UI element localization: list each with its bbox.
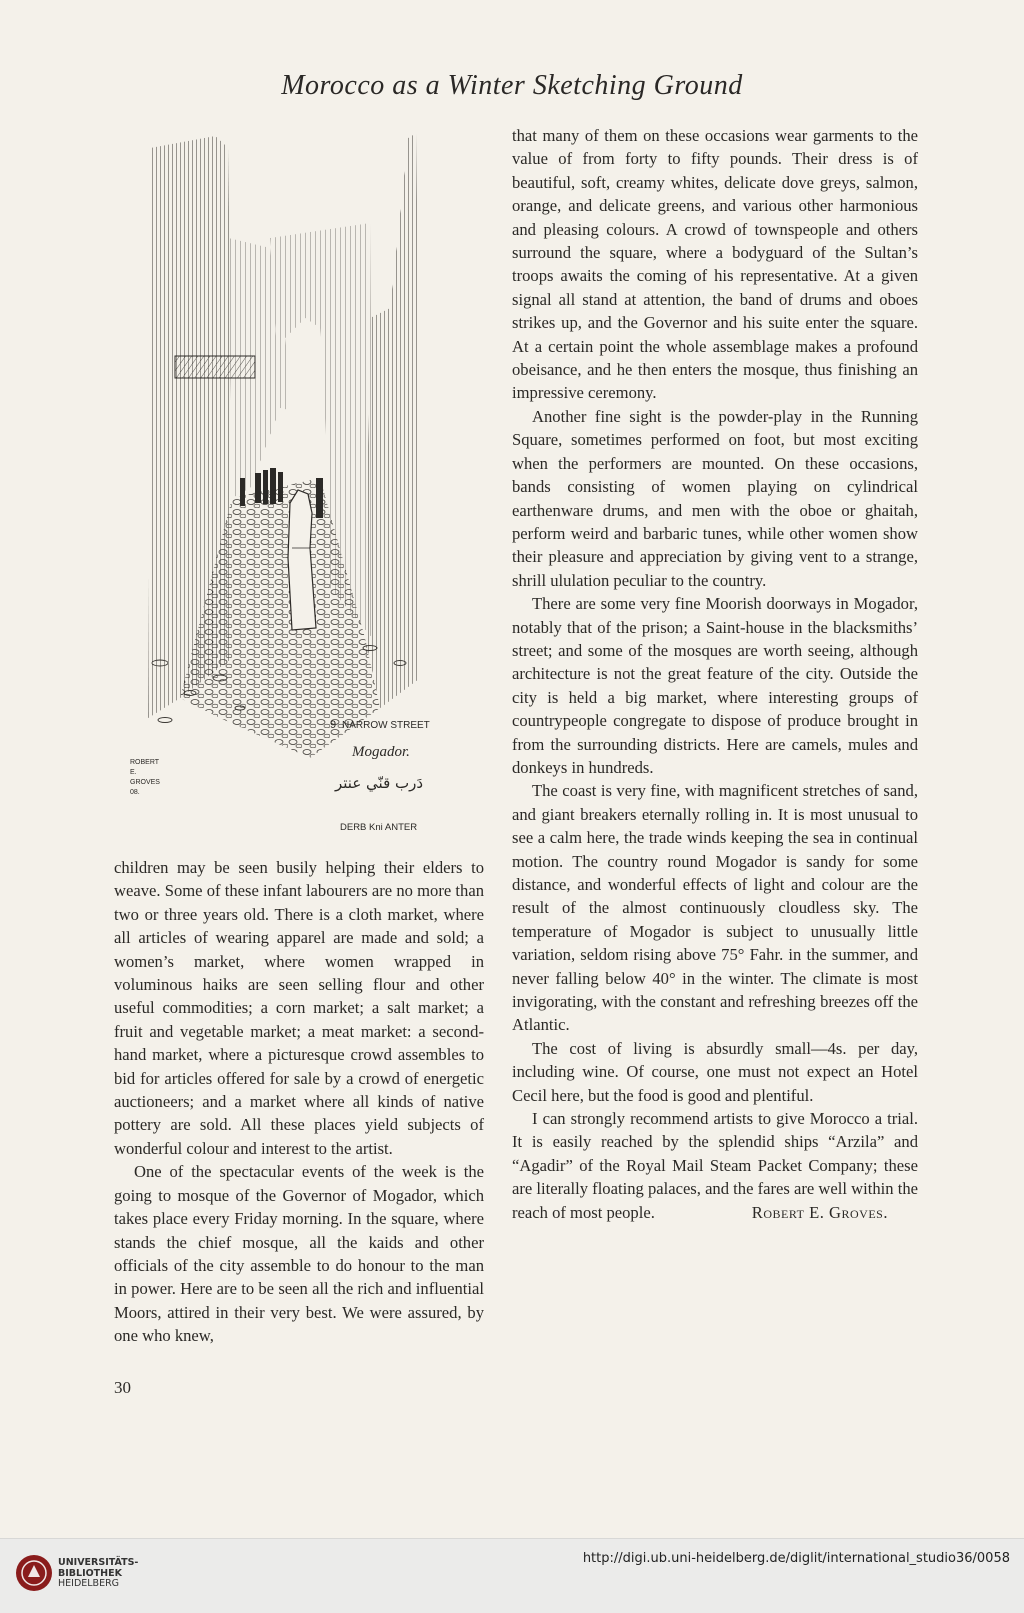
footer-bar bbox=[0, 1538, 1024, 1613]
paragraph: There are some very fine Moorish doorways in Mogador, notably that of the prison; a Saint-house in the blacksmiths’ street; and some of the mosques are worth seeing, although architecture is not the great feature of the city. Outside the city is held a big market, where interesting groups of countrypeople congregate to dispose of produce brought in from the surrounding districts. Here are camels, mules and donkeys in hundreds. bbox=[512, 594, 918, 777]
paragraph: One of the spectacular events of the week is the going to mosque of the Governor of Mogador, which takes place every Friday morning. In the square, where stands the chief mosque, all the kaids and other officials of the city assemble to do honour to the man in power. Here are to be seen all the rich and influential Moors, attired in their very best. We were assured, by one who knew, bbox=[114, 1162, 484, 1346]
page-title: Morocco as a Winter Sketching Ground bbox=[281, 70, 743, 101]
illus-translit: DERB Kni ANTER bbox=[340, 822, 418, 833]
illus-place: Mogador. bbox=[352, 744, 410, 760]
university-seal-icon bbox=[14, 1553, 54, 1593]
illus-caption: NARROW STREET bbox=[342, 720, 430, 731]
author-signature: Robert E. Groves. bbox=[751, 1202, 888, 1222]
artist-sig-line: E. bbox=[130, 769, 137, 776]
paragraph: Another fine sight is the powder-play in the Running Square, sometimes performed on foot, but most exciting when the performers are mounted. On these occasions, bands consisting of women playing on cylindrical earthenware drums, and men with the oboe or ghaitah, perform weird and barbaric tunes, while other women show their pleasure and appreciation by giving vent to a strange, shrill ululation peculiar to the country. bbox=[512, 406, 918, 590]
artist-sig-line: GROVES bbox=[130, 779, 160, 786]
artist-sig-line: ROBERT bbox=[130, 759, 160, 766]
paragraph: that many of them on these occasions wear garments to the value of from forty to fifty pounds. Their dress is of beautiful, soft, creamy whites, delicate dove greys, salmon, orange, and delicate greens, and various other harmonious and pleasing colours. A crowd of townspeople and others surround the square, where a bodyguard of the Sultan’s troops awaits the coming of his representative. At a given signal all stand at attention, the band of drums and oboes strikes up, and the Governor and his suite enter the square. At a certain point the whole assemblage makes a profound obeisance, and he then enters the mosque, thus finishing an impressive ceremony. bbox=[512, 126, 918, 403]
illus-arabic: دَرب قنّي عنتر bbox=[335, 774, 424, 792]
paragraph: I can strongly recommend artists to give Morocco a trial. It is easily reached by the splendid ships “Arzila” and “Agadir” of the Royal Mail Steam Packet Company; these are literally floating palaces, and the fares are well within the reach of most people. bbox=[512, 1109, 918, 1222]
source-url-link[interactable]: http://digi.ub.uni-heidelberg.de/diglit/international_studio36/0058 bbox=[582, 1551, 1010, 1566]
artist-sig-line: 08. bbox=[130, 789, 140, 796]
paragraph: The coast is very fine, with magnificent stretches of sand, and giant breakers eternally rolling in. It is most unusual to see a calm here, the trade winds keeping the sea in continual motion. The country round Mogador is sandy for some distance, and wonderful effects of light and colour are the result of the almost continuously cloudless sky. The temperature of Mogador is subject to unusually little variation, seldom rising above 75° Fahr. in the summer, and never falling below 40° in the winter. The climate is most invigorating, with the constant and refreshing breezes off the Atlantic. bbox=[512, 781, 918, 1035]
right-column bbox=[512, 124, 918, 1224]
page-number: 30 bbox=[114, 1378, 131, 1397]
left-column bbox=[114, 856, 484, 1348]
paragraph: The cost of living is absurdly small—4s. per day, including wine. Of course, one must not expect an Hotel Cecil here, but the food is good and plentiful. bbox=[512, 1038, 918, 1105]
illus-caption-number: 9 bbox=[330, 719, 337, 731]
library-name: UNIVERSITÄTS- BIBLIOTHEK HEIDELBERG bbox=[58, 1557, 139, 1589]
street-scene-illustration bbox=[120, 118, 490, 848]
paragraph: children may be seen busily helping their elders to weave. Some of these infant labourers are no more than two or three years old. There is a cloth market, where all articles of wearing apparel are made and sold; a women’s market, where women wrapped in voluminous haiks are seen selling flour and other useful commodities; a corn market; a salt market; a fruit and vegetable market; a meat market: a second-hand market, where a picturesque crowd assembles to bid for articles offered for sale by a crowd of energetic auctioneers; and a market where all kinds of native pottery are sold. All these places yield subjects of wonderful colour and interest to the artist. bbox=[114, 858, 484, 1158]
